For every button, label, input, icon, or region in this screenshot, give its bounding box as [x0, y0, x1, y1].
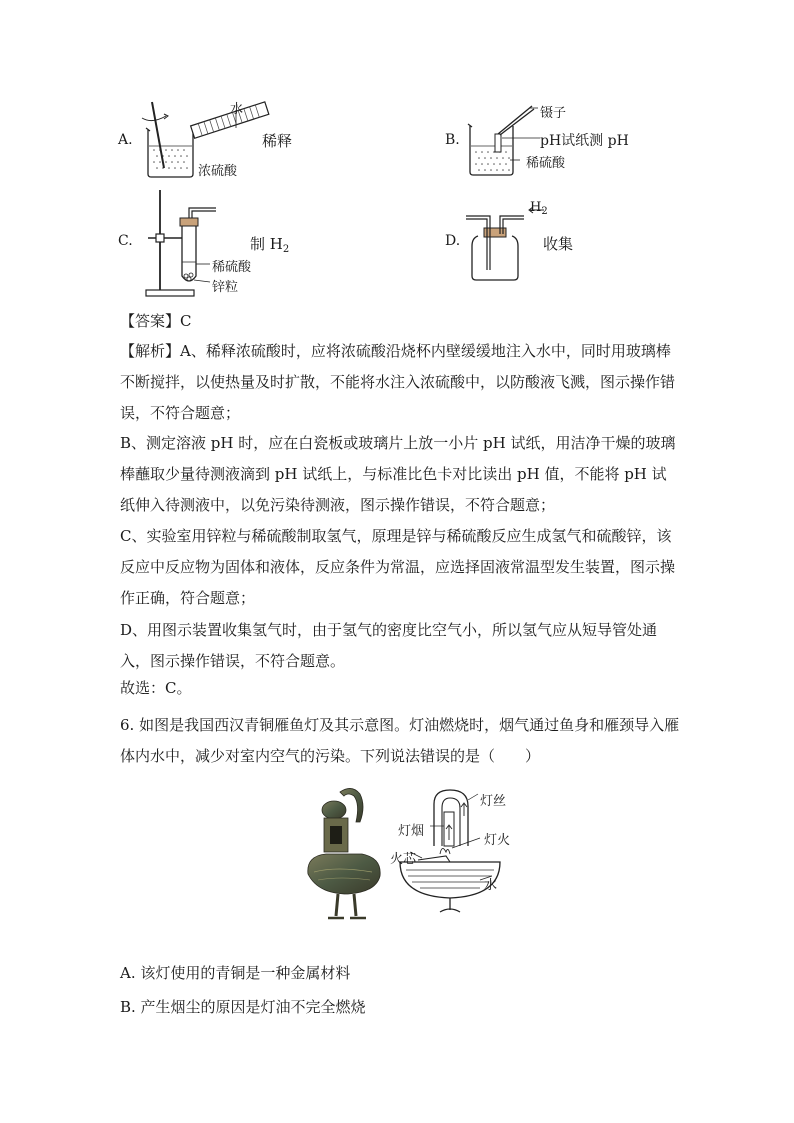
dilution-label: 稀释	[262, 132, 293, 150]
wick-label: 灯丝	[480, 794, 507, 809]
bronze-goose-fish-lamp-photo	[300, 782, 390, 922]
question-6-stem: 6. 如图是我国西汉青铜雁鱼灯及其示意图。灯油燃烧时，烟气通过鱼身和雁颈导入雁体内水中，减少对室内空气的污染。下列说法错误的是（ ）	[120, 716, 680, 765]
analysis-b: B、测定溶液 pH 时，应在白瓷板或玻璃片上放一小片 pH 试纸，用洁净干燥的玻璃棒蘸取少量待测液滴到 pH 试纸上，与标准比色卡对比读出 pH 值，不能将 pH 试纸伸入待测液中，以免污染待测液，图示操作错误，不符合题意；	[120, 434, 676, 514]
chimney-label: 灯烟	[398, 824, 425, 839]
option-a-letter: A.	[118, 132, 133, 148]
dilute-acid-label-c: 稀硫酸	[212, 260, 252, 275]
option-d-letter: D.	[445, 233, 461, 249]
zinc-label: 锌粒	[212, 280, 239, 295]
q6-option-b: B. 产生烟尘的原因是灯油不完全燃烧	[120, 998, 366, 1016]
collect-label: 收集	[543, 235, 574, 253]
option-c-letter: C.	[118, 233, 133, 249]
q6-option-a: A. 该灯使用的青铜是一种金属材料	[120, 964, 351, 982]
option-b-letter: B.	[445, 132, 460, 148]
water-label-q6: 水	[484, 878, 498, 893]
core-label: 火芯	[390, 852, 417, 867]
concentrated-acid-label: 浓硫酸	[198, 164, 238, 179]
conclusion-line: 故选：C。	[120, 679, 192, 697]
figure-c-h2-generation	[140, 188, 220, 300]
analysis-d: D、用图示装置收集氢气时，由于氢气的密度比空气小，所以氢气应从短导管处通入，图示操作错误，不符合题意。	[120, 621, 658, 670]
h2-gas-label: $H_2$	[530, 200, 548, 217]
water-label: 水	[230, 102, 244, 117]
make-h2-label: 制 $H_2$	[250, 235, 290, 255]
tweezers-label: 镊子	[540, 106, 567, 121]
flame-label: 灯火	[484, 833, 511, 848]
dilute-acid-label-b: 稀硫酸	[526, 156, 566, 171]
analysis-c: C、实验室用锌粒与稀硫酸制取氢气，原理是锌与稀硫酸反应生成氢气和硫酸锌，该反应中反应物为固体和液体，反应条件为常温，应选择固液常温型发生装置，图示操作正确，符合题意；	[120, 527, 676, 607]
analysis-a: 【解析】A、稀释浓硫酸时，应将浓硫酸沿烧杯内壁缓缓地注入水中，同时用玻璃棒不断搅拌，以使热量及时扩散，不能将水注入浓硫酸中，以防酸液飞溅，图示操作错误，不符合题意；	[120, 342, 676, 422]
ph-test-label: pH试纸测 pH	[540, 133, 629, 149]
answer-line: 【答案】C	[120, 312, 192, 330]
